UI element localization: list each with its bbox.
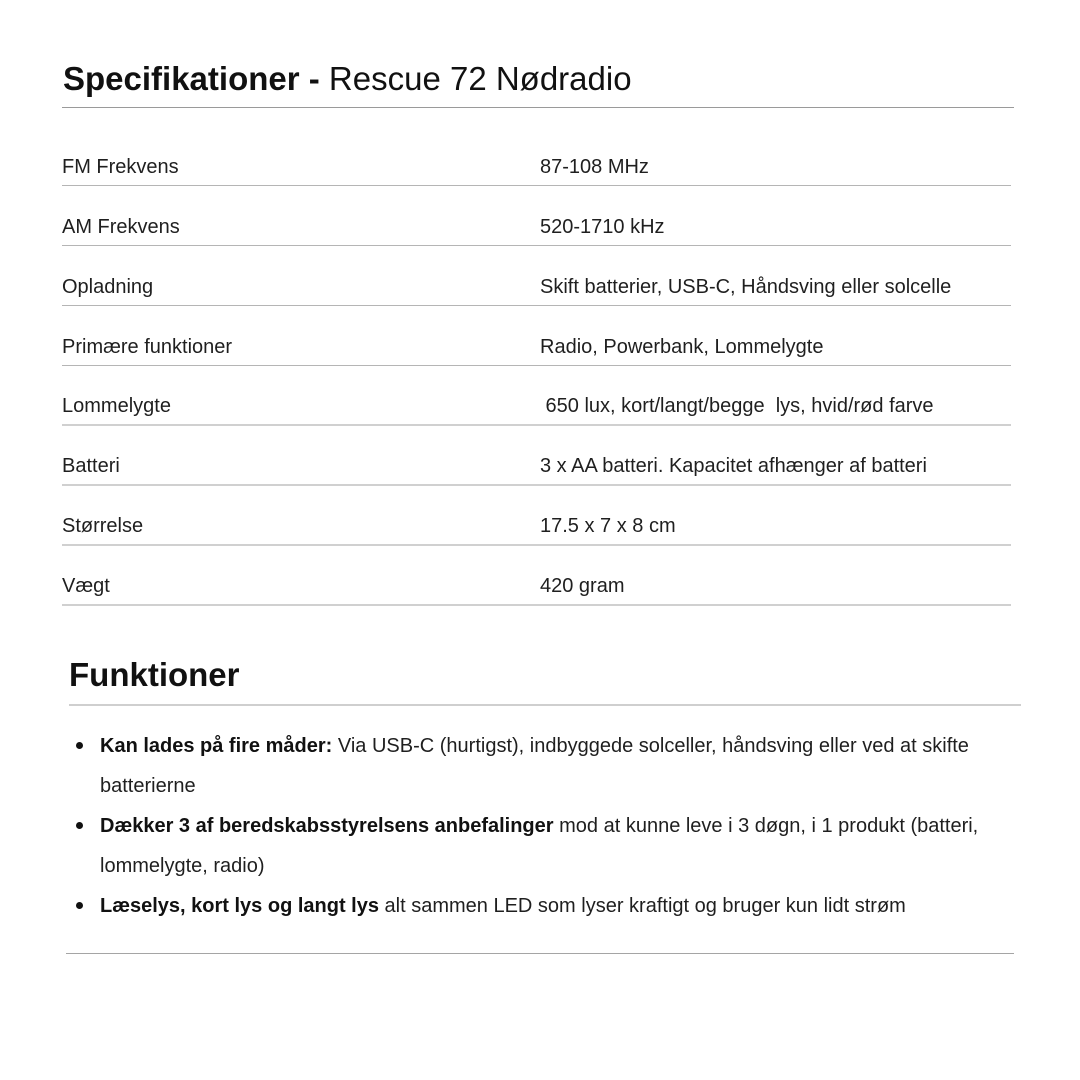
feature-lead: Dækker 3 af beredskabsstyrelsens anbefalinger xyxy=(100,815,554,837)
spec-row-flashlight xyxy=(62,366,1011,426)
feature-list xyxy=(72,726,1032,926)
spec-row-battery xyxy=(62,426,1011,486)
bullet-icon xyxy=(76,822,83,829)
spec-label: AM Frekvens xyxy=(62,216,180,238)
spec-value: 520-1710 kHz xyxy=(540,216,665,238)
page-title-bold: Specifikationer - xyxy=(63,60,320,97)
spec-label: Opladning xyxy=(62,276,154,298)
spec-value: Skift batterier, USB-C, Håndsving eller solcelle xyxy=(540,276,952,298)
spec-row-weight xyxy=(62,546,1011,606)
feature-item xyxy=(72,886,1032,926)
spec-value: 87-108 MHz xyxy=(540,156,649,178)
spec-row-am xyxy=(62,186,1011,246)
features-title: Funktioner xyxy=(69,656,240,693)
bullet-icon xyxy=(76,902,83,909)
spec-row-charging xyxy=(62,246,1011,306)
spec-label: Vægt xyxy=(62,575,110,597)
bullet-icon xyxy=(76,742,83,749)
spec-row-size xyxy=(62,486,1011,546)
feature-lead: Læselys, kort lys og langt lys xyxy=(100,895,379,917)
spec-table xyxy=(62,126,1011,606)
spec-label: Størrelse xyxy=(62,515,144,537)
spec-label: Batteri xyxy=(62,455,120,477)
spec-value: Radio, Powerbank, Lommelygte xyxy=(540,336,824,358)
feature-item xyxy=(72,726,1032,806)
page-title xyxy=(63,56,632,102)
feature-item xyxy=(72,806,1032,886)
spec-row-fm xyxy=(62,126,1011,186)
spec-value: 420 gram xyxy=(540,575,625,597)
bottom-divider xyxy=(66,953,1014,954)
feature-text: mod at kunne leve i 3 døgn, i 1 produkt (batteri, lommelygte, radio) xyxy=(100,815,979,877)
features-divider xyxy=(69,704,1021,706)
title-divider xyxy=(62,107,1014,108)
spec-label: Lommelygte xyxy=(62,395,171,417)
page-title-product: Rescue 72 Nødradio xyxy=(319,60,632,97)
feature-text: alt sammen LED som lyser kraftigt og bruger kun lidt strøm xyxy=(378,895,906,917)
spec-value: 17.5 x 7 x 8 cm xyxy=(540,515,676,537)
spec-value: 650 lux, kort/langt/begge lys, hvid/rød farve xyxy=(540,395,934,417)
feature-lead: Kan lades på fire måder: xyxy=(100,735,333,757)
feature-text: Via USB-C (hurtigst), indbyggede solceller, håndsving eller ved at skifte batterierne xyxy=(100,735,969,797)
spec-value: 3 x AA batteri. Kapacitet afhænger af batteri xyxy=(540,455,927,477)
spec-row-primary-functions xyxy=(62,306,1011,366)
spec-label: FM Frekvens xyxy=(62,156,179,178)
spec-label: Primære funktioner xyxy=(62,336,233,358)
